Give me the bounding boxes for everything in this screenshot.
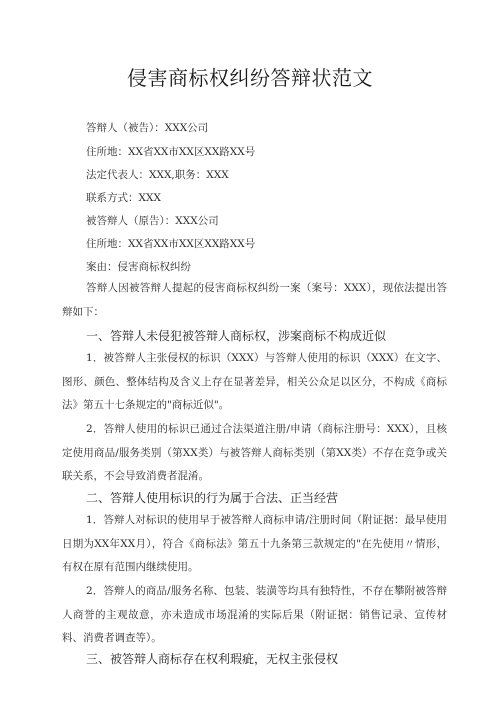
section-2-paragraph-2: 2．答辩人的商品/服务名称、包装、装潢等均具有独特性，不存在攀附被答辩人商誉的主观故意，亦未造成市场混淆的实际后果（附证据：销售记录、宣传材料、消费者调查等）。 <box>62 585 447 644</box>
plaintiff-address-line: 住所地：XX省XX市XX区XX路XX号 <box>86 238 256 250</box>
section-3-heading: 三、被答辩人商标存在权利瑕疵，无权主张侵权 <box>86 652 339 666</box>
contact-line: 联系方式：XXX <box>86 192 161 204</box>
section-2-heading: 二、答辩人使用标识的行为属于合法、正当经营 <box>86 491 339 505</box>
section-1-paragraph-1: 1．被答辩人主张侵权的标识（XXX）与答辩人使用的标识（XXX）在文字、图形、颜色、整体结构及含义上存在显著差异，相关公众足以区分，不构成《商标法》第五十七条规定的"商标近似"。 <box>62 352 447 411</box>
section-2-paragraph-1: 1．答辩人对标识的使用早于被答辩人商标申请/注册时间（附证据：最早使用日期为XX年XX月），符合《商标法》第五十九条第三款规定的"在先使用〃情形，有权在原有范围内继续使用。 <box>62 514 447 573</box>
respondent-line: 答辩人（被告）：XXX公司 <box>86 122 209 134</box>
case-cause-line: 案由：侵害商标权纠纷 <box>86 261 191 273</box>
section-1-paragraph-2: 2．答辩人使用的标识已通过合法渠道注册/申请（商标注册号：XXX），且核定使用商品/服务类别（第XX类）与被答辩人商标类别（第XX类）不存在竞争或关联关系，不会导致消费者混淆。 <box>62 423 447 482</box>
section-1-heading: 一、答辩人未侵犯被答辩人商标权，涉案商标不构成近似 <box>86 329 387 343</box>
respondent-address-line: 住所地：XX省XX市XX区XX路XX号 <box>86 146 256 158</box>
plaintiff-line: 被答辩人（原告）：XXX公司 <box>86 215 219 227</box>
intro-paragraph: 答辩人因被答辩人提起的侵害商标权纠纷一案（案号：XXX），现依法提出答辩如下： <box>62 282 447 318</box>
document-title: 侵害商标权纠纷答辩状范文 <box>127 66 373 90</box>
legal-representative-line: 法定代表人：XXX,职务：XXX <box>86 169 229 181</box>
